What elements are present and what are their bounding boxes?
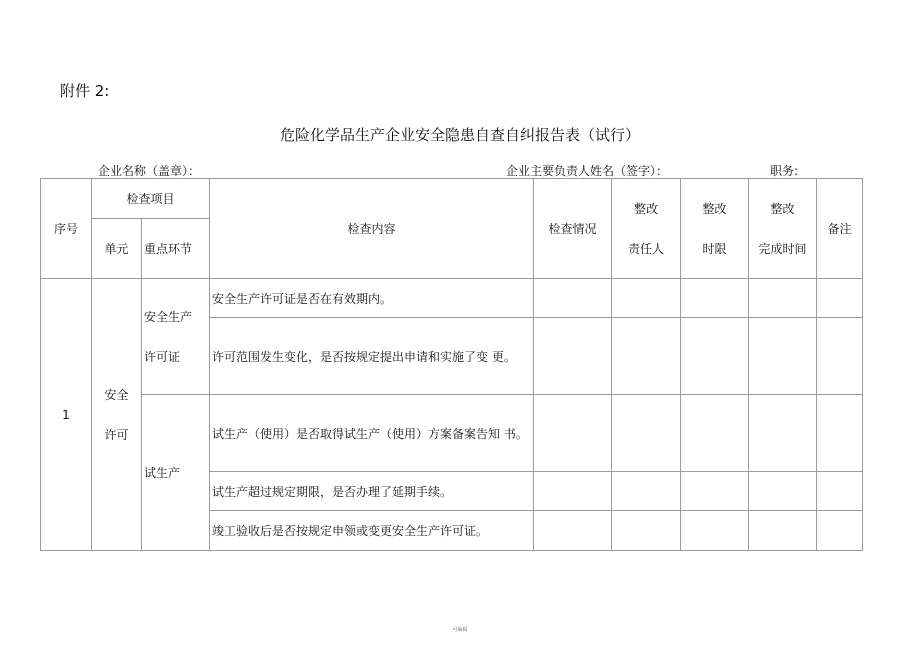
header-completion-label: 完成时间	[758, 241, 807, 256]
header-remark: 备注	[817, 179, 863, 279]
check-content-cell: 安全生产许可证是否在有效期内。	[210, 279, 534, 318]
document-title: 危险化学品生产企业安全隐患自查自纠报告表（试行）	[279, 126, 640, 144]
header-fix-label: 整改	[634, 201, 659, 216]
table-row	[41, 279, 863, 318]
header-time-limit-label: 时限	[702, 241, 727, 256]
header-responsible-label: 责任人	[628, 241, 665, 256]
check-status-cell[interactable]	[534, 511, 612, 551]
header-responsible	[612, 179, 681, 279]
remark-cell[interactable]	[817, 472, 863, 511]
header-completion	[749, 179, 817, 279]
completion-cell[interactable]	[749, 318, 817, 395]
row-key-link-2: 试生产	[142, 395, 210, 551]
remark-cell[interactable]	[817, 511, 863, 551]
completion-cell[interactable]	[749, 395, 817, 472]
time-limit-cell[interactable]	[681, 511, 749, 551]
key-link-1-line-1: 安全生产	[144, 309, 193, 324]
check-content-cell: 竣工验收后是否按规定申领或变更安全生产许可证。	[210, 511, 534, 551]
responsible-cell[interactable]	[612, 279, 681, 318]
key-link-1-line-2: 许可证	[144, 349, 181, 364]
unit-line-2: 许可	[104, 427, 129, 442]
position-label: 职务:	[770, 164, 799, 178]
time-limit-cell[interactable]	[681, 472, 749, 511]
unit-line-1: 安全	[104, 387, 129, 402]
header-seq: 序号	[41, 179, 92, 279]
footer-watermark: 可编辑	[452, 627, 468, 633]
responsible-person-label: 企业主要负责人姓名（签字）：	[506, 164, 669, 178]
remark-cell[interactable]	[817, 318, 863, 395]
row-unit	[92, 279, 142, 551]
header-check-item: 检查项目	[92, 179, 210, 219]
check-content-cell: 试生产超过规定期限，是否办理了延期手续。	[210, 472, 534, 511]
time-limit-cell[interactable]	[681, 395, 749, 472]
header-fix-label: 整改	[702, 201, 727, 216]
report-table	[40, 178, 863, 551]
header-unit: 单元	[92, 219, 142, 279]
check-status-cell[interactable]	[534, 472, 612, 511]
header-key-link: 重点环节	[142, 219, 210, 279]
responsible-cell[interactable]	[612, 318, 681, 395]
header-row-1	[41, 179, 863, 219]
responsible-cell[interactable]	[612, 395, 681, 472]
check-status-cell[interactable]	[534, 318, 612, 395]
header-status: 检查情况	[534, 179, 612, 279]
completion-cell[interactable]	[749, 279, 817, 318]
responsible-cell[interactable]	[612, 511, 681, 551]
header-content: 检查内容	[210, 179, 534, 279]
check-content-cell: 试生产（使用）是否取得试生产（使用）方案备案告知 书。	[210, 395, 534, 472]
remark-cell[interactable]	[817, 279, 863, 318]
remark-cell[interactable]	[817, 395, 863, 472]
header-fix-label: 整改	[770, 201, 795, 216]
check-content-cell: 许可范围发生变化，是否按规定提出申请和实施了变 更。	[210, 318, 534, 395]
company-name-label: 企业名称（盖章）：	[98, 164, 201, 178]
header-time-limit	[681, 179, 749, 279]
row-key-link-1	[142, 279, 210, 395]
time-limit-cell[interactable]	[681, 318, 749, 395]
completion-cell[interactable]	[749, 511, 817, 551]
completion-cell[interactable]	[749, 472, 817, 511]
attachment-label: 附件 2:	[60, 82, 110, 100]
check-status-cell[interactable]	[534, 279, 612, 318]
responsible-cell[interactable]	[612, 472, 681, 511]
time-limit-cell[interactable]	[681, 279, 749, 318]
row-seq: 1	[41, 279, 92, 551]
table-row	[41, 395, 863, 472]
check-status-cell[interactable]	[534, 395, 612, 472]
